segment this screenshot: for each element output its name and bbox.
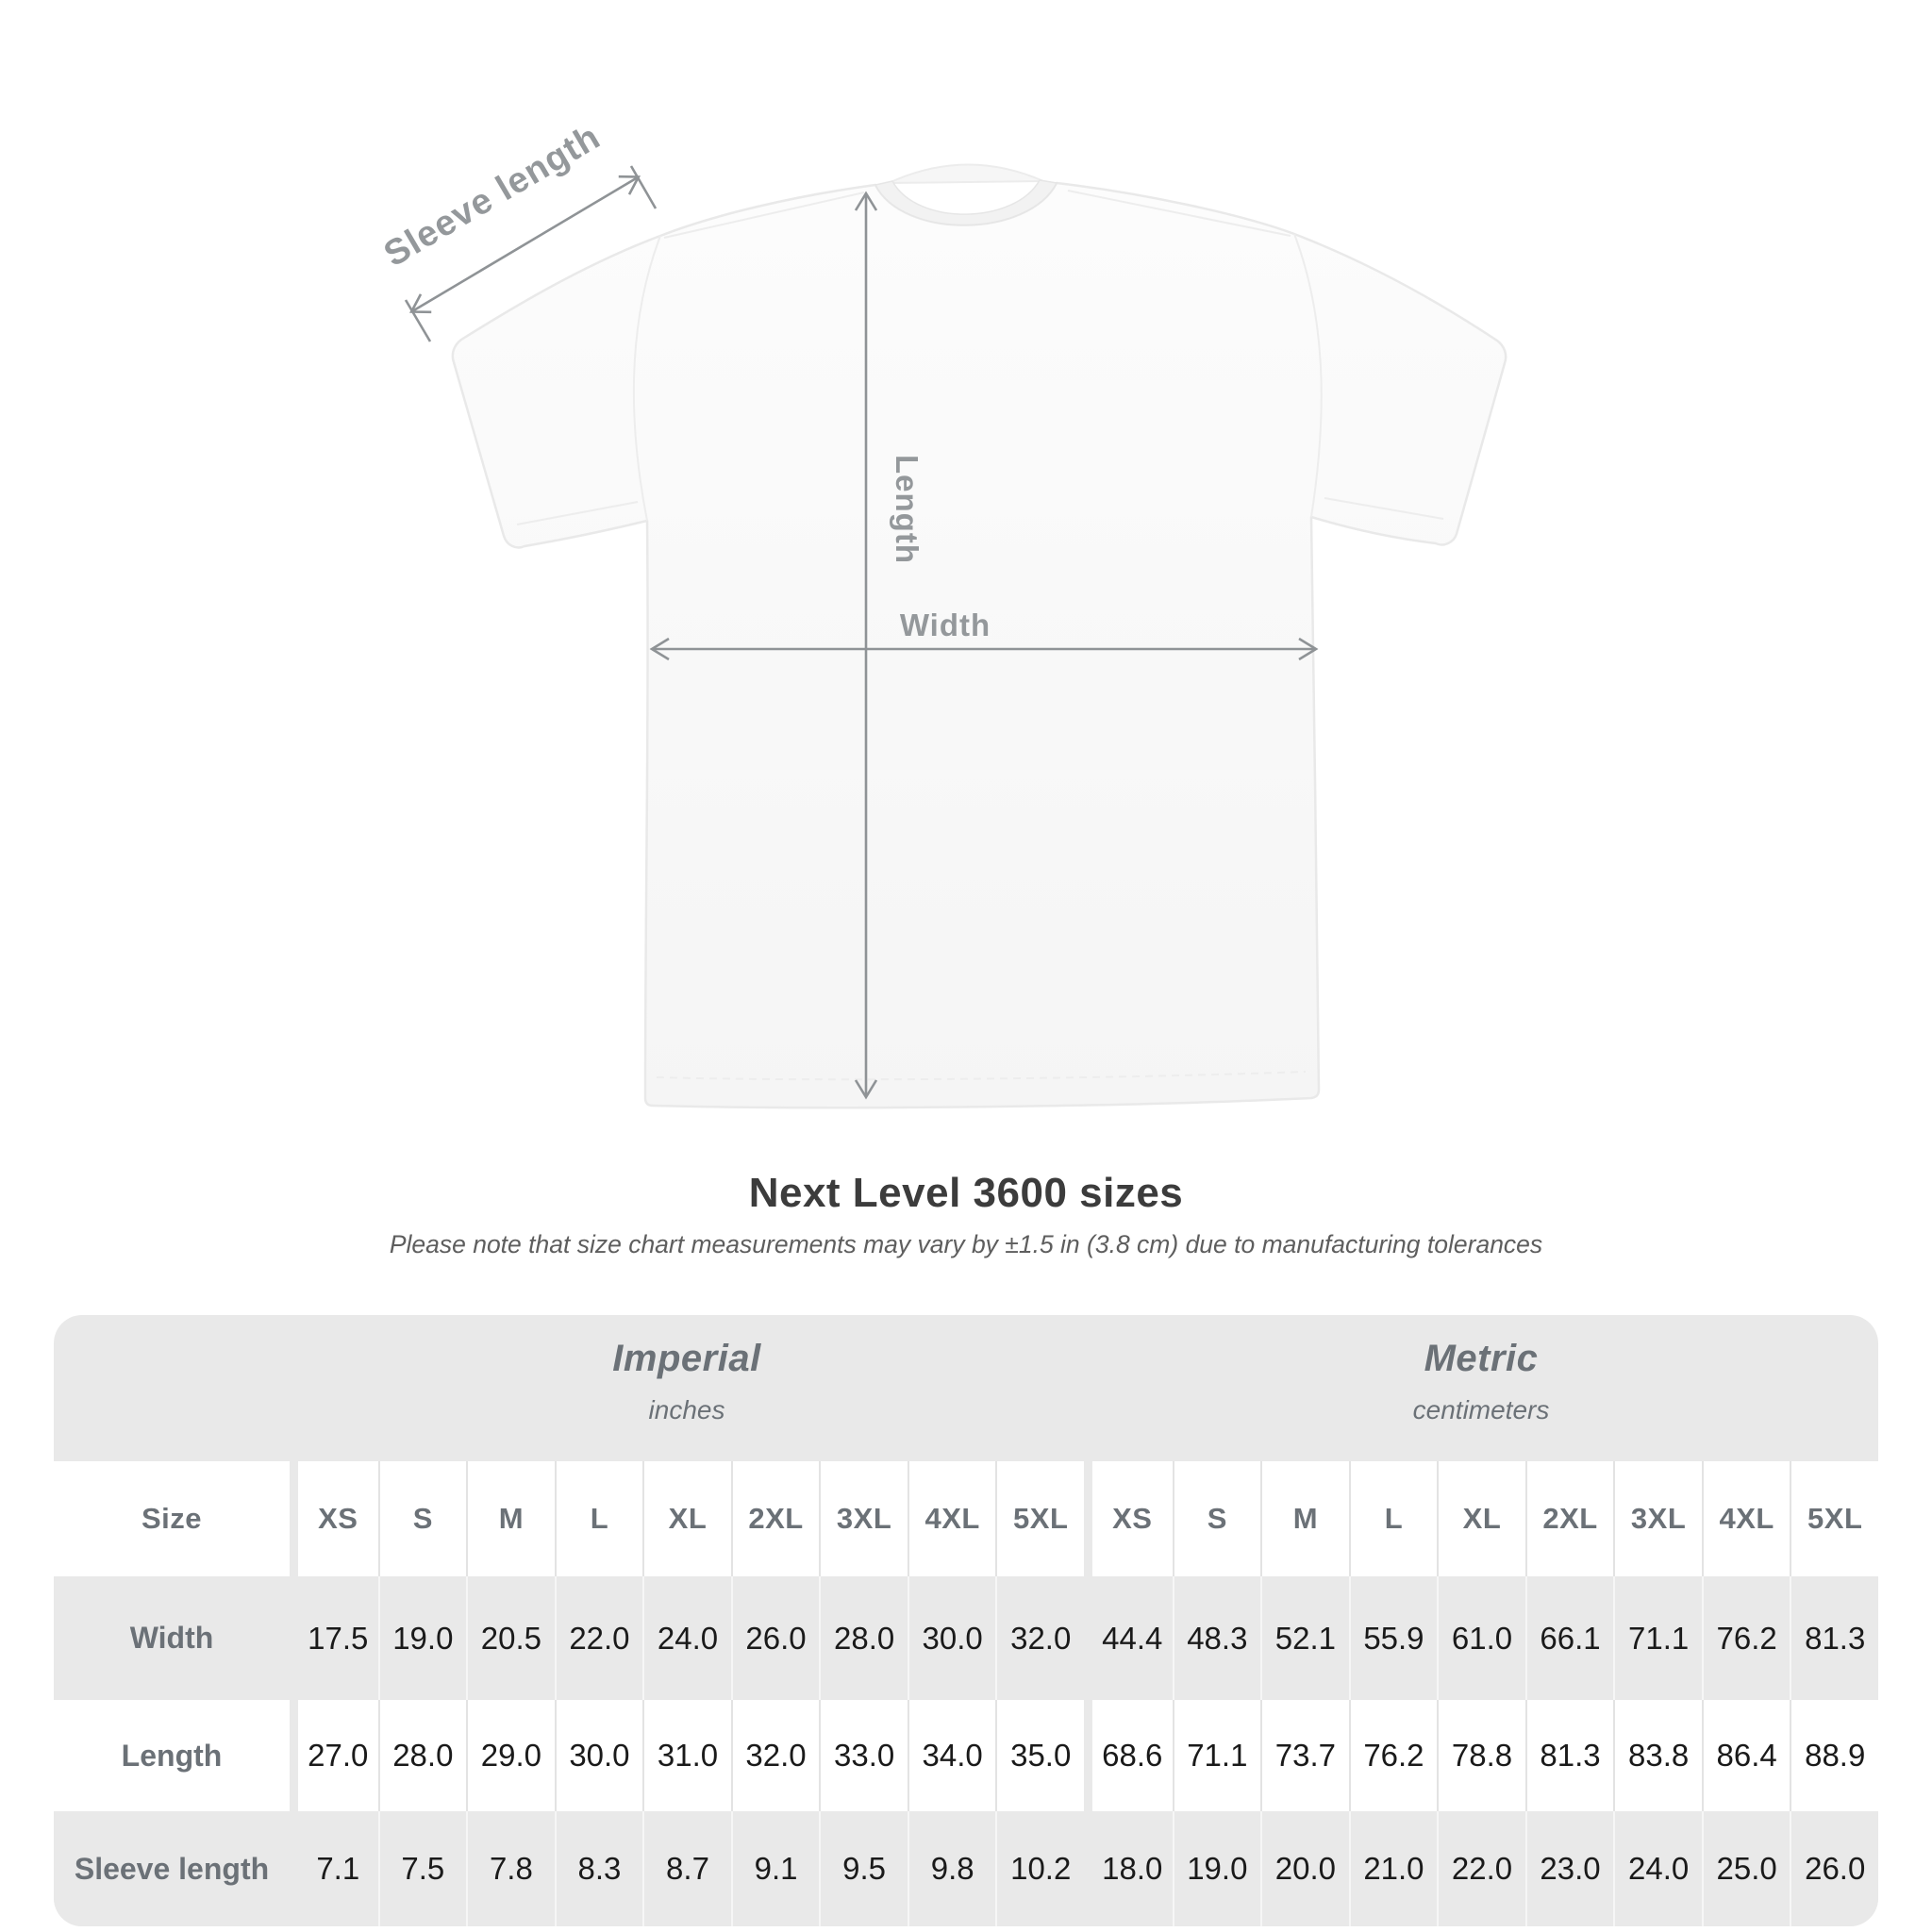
- table-value-cell: 68.6: [1084, 1700, 1173, 1811]
- metric-label: Metric: [1424, 1338, 1539, 1379]
- table-value-cell: 61.0: [1437, 1576, 1525, 1700]
- size-header-cell: S: [1173, 1461, 1261, 1576]
- row-label-length: Length: [121, 1738, 223, 1773]
- size-header-cell: XS: [290, 1461, 378, 1576]
- table-value-cell: 9.8: [908, 1811, 996, 1926]
- table-value-cell: 32.0: [731, 1700, 820, 1811]
- size-header-cell: 4XL: [908, 1461, 996, 1576]
- table-value-cell: 28.0: [819, 1576, 908, 1700]
- size-header-cell: 3XL: [1613, 1461, 1702, 1576]
- sleeve-length-tick-top: [631, 166, 656, 208]
- table-value-cell: 24.0: [1613, 1811, 1702, 1926]
- table-value-cell: 44.4: [1084, 1576, 1173, 1700]
- table-value-cell: 24.0: [642, 1576, 731, 1700]
- title-block: [0, 1168, 1932, 1260]
- table-value-cell: 34.0: [908, 1700, 996, 1811]
- table-value-cell: 81.3: [1525, 1700, 1614, 1811]
- row-label-width: Width: [129, 1621, 214, 1655]
- length-row: [54, 1700, 1878, 1811]
- table-value-cell: 81.3: [1790, 1576, 1878, 1700]
- metric-group-header: [1084, 1315, 1878, 1461]
- table-value-cell: 30.0: [908, 1576, 996, 1700]
- table-value-cell: 19.0: [378, 1576, 467, 1700]
- length-label: Length: [890, 455, 924, 564]
- size-header-cell: S: [378, 1461, 467, 1576]
- size-header-cell: L: [1349, 1461, 1438, 1576]
- size-table: [54, 1315, 1878, 1926]
- table-value-cell: 73.7: [1260, 1700, 1349, 1811]
- table-value-cell: 28.0: [378, 1700, 467, 1811]
- imperial-label: Imperial: [612, 1338, 761, 1379]
- size-header-cell: 2XL: [1525, 1461, 1614, 1576]
- table-value-cell: 31.0: [642, 1700, 731, 1811]
- tshirt-body: [453, 183, 1506, 1108]
- size-header-cell: 4XL: [1702, 1461, 1790, 1576]
- unit-group-row: [54, 1315, 1878, 1461]
- tshirt-back-collar: [889, 164, 1043, 183]
- table-value-cell: 76.2: [1702, 1576, 1790, 1700]
- table-value-cell: 32.0: [995, 1576, 1084, 1700]
- size-header-cell: XS: [1084, 1461, 1173, 1576]
- group-row-spacer: [54, 1315, 290, 1461]
- table-value-cell: 78.8: [1437, 1700, 1525, 1811]
- table-value-cell: 7.8: [466, 1811, 555, 1926]
- table-value-cell: 23.0: [1525, 1811, 1614, 1926]
- table-value-cell: 48.3: [1173, 1576, 1261, 1700]
- table-value-cell: 10.2: [995, 1811, 1084, 1926]
- table-value-cell: 30.0: [555, 1700, 643, 1811]
- table-value-cell: 9.5: [819, 1811, 908, 1926]
- table-value-cell: 22.0: [1437, 1811, 1525, 1926]
- width-row: [54, 1576, 1878, 1700]
- size-header-label: Size: [141, 1502, 203, 1535]
- size-header-cell: 3XL: [819, 1461, 908, 1576]
- table-value-cell: 26.0: [731, 1576, 820, 1700]
- table-value-cell: 86.4: [1702, 1700, 1790, 1811]
- table-value-cell: 7.1: [290, 1811, 378, 1926]
- table-value-cell: 71.1: [1173, 1700, 1261, 1811]
- page-subtitle: Please note that size chart measurements may vary by ±1.5 in (3.8 cm) due to manufacturing tolerances: [389, 1230, 1543, 1258]
- row-label-sleeve-length: Sleeve length: [74, 1851, 270, 1886]
- table-value-cell: 52.1: [1260, 1576, 1349, 1700]
- table-value-cell: 18.0: [1084, 1811, 1173, 1926]
- sleeve-length-label: Sleeve length: [377, 117, 608, 275]
- table-value-cell: 8.7: [642, 1811, 731, 1926]
- table-value-cell: 71.1: [1613, 1576, 1702, 1700]
- table-value-cell: 29.0: [466, 1700, 555, 1811]
- table-value-cell: 35.0: [995, 1700, 1084, 1811]
- table-value-cell: 20.0: [1260, 1811, 1349, 1926]
- table-value-cell: 76.2: [1349, 1700, 1438, 1811]
- table-value-cell: 66.1: [1525, 1576, 1614, 1700]
- size-header-cell: XL: [1437, 1461, 1525, 1576]
- size-header-cell: 5XL: [995, 1461, 1084, 1576]
- page-title: Next Level 3600 sizes: [748, 1170, 1184, 1216]
- size-header-cell: XL: [642, 1461, 731, 1576]
- table-value-cell: 33.0: [819, 1700, 908, 1811]
- table-value-cell: 27.0: [290, 1700, 378, 1811]
- metric-unit-label: centimeters: [1412, 1395, 1550, 1424]
- table-value-cell: 22.0: [555, 1576, 643, 1700]
- imperial-group-header: [290, 1315, 1084, 1461]
- size-header-row: [54, 1461, 1878, 1576]
- size-header-cell: 5XL: [1790, 1461, 1878, 1576]
- imperial-unit-label: inches: [648, 1395, 725, 1424]
- sleeve-length-tick-bottom: [406, 300, 430, 341]
- table-value-cell: 25.0: [1702, 1811, 1790, 1926]
- table-value-cell: 9.1: [731, 1811, 820, 1926]
- table-value-cell: 83.8: [1613, 1700, 1702, 1811]
- table-value-cell: 55.9: [1349, 1576, 1438, 1700]
- size-header-cell: M: [466, 1461, 555, 1576]
- size-header-cell: 2XL: [731, 1461, 820, 1576]
- width-label: Width: [899, 608, 991, 642]
- table-value-cell: 26.0: [1790, 1811, 1878, 1926]
- table-value-cell: 8.3: [555, 1811, 643, 1926]
- table-value-cell: 7.5: [378, 1811, 467, 1926]
- table-value-cell: 21.0: [1349, 1811, 1438, 1926]
- size-header-cell: M: [1260, 1461, 1349, 1576]
- table-value-cell: 88.9: [1790, 1700, 1878, 1811]
- table-value-cell: 19.0: [1173, 1811, 1261, 1926]
- sleeve-length-row: [54, 1811, 1878, 1926]
- size-header-cell: L: [555, 1461, 643, 1576]
- table-value-cell: 20.5: [466, 1576, 555, 1700]
- table-value-cell: 17.5: [290, 1576, 378, 1700]
